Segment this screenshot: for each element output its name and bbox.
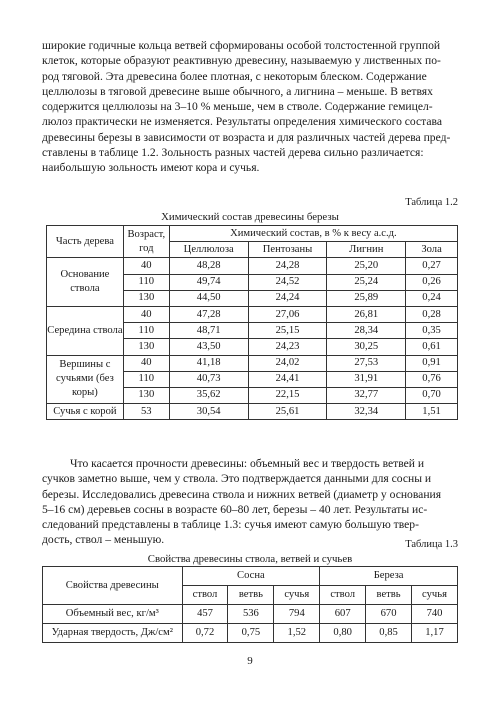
para-2-line: сучков заметно выше, чем у ствола. Это подтверждается данными для сосны и	[42, 472, 432, 486]
table-cell: 22,15	[248, 387, 327, 403]
table-cell: 0,28	[406, 306, 458, 322]
header-pine-knots: сучья	[274, 586, 320, 605]
table-cell: 0,27	[406, 258, 458, 274]
header-property: Свойства древесины	[43, 567, 183, 605]
table-cell: 0,61	[406, 339, 458, 355]
para-1-line: содержится целлюлозы на 3–10 % меньше, чем в стволе. Содержание гемицел-	[42, 100, 433, 114]
header-lignin: Лигнин	[327, 242, 406, 258]
table-cell: 32,34	[327, 404, 406, 420]
table-cell: 25,61	[248, 404, 327, 420]
header-birch-branch: ветвь	[366, 586, 412, 605]
table-cell: 1,51	[406, 404, 458, 420]
table-cell: 35,62	[169, 387, 248, 403]
header-age: Возраст, год	[123, 226, 169, 258]
table-cell: 40	[123, 306, 169, 322]
table-cell: 536	[228, 605, 274, 624]
table-cell: 24,41	[248, 371, 327, 387]
para-2-line: следований представлены в таблице 1.3: сучья имеют самую большую твер-	[42, 518, 419, 532]
header-chem: Химический состав, в % к весу а.с.д.	[169, 226, 457, 242]
header-ash: Зола	[406, 242, 458, 258]
table-cell: 130	[123, 290, 169, 306]
table-cell: 0,35	[406, 323, 458, 339]
table-cell: 794	[274, 605, 320, 624]
header-birch: Береза	[320, 567, 458, 586]
table-1-3-label: Таблица 1.3	[405, 539, 458, 550]
table-cell: 40	[123, 258, 169, 274]
paragraph-intro	[42, 38, 456, 176]
table-cell: 0,85	[366, 624, 412, 643]
table-cell: 607	[320, 605, 366, 624]
table-cell: 48,28	[169, 258, 248, 274]
table-cell: 130	[123, 339, 169, 355]
table-cell: 24,24	[248, 290, 327, 306]
property-name-cell: Ударная твердость, Дж/см²	[43, 624, 183, 643]
table-cell: 24,52	[248, 274, 327, 290]
table-cell: 457	[182, 605, 228, 624]
table-cell: 670	[366, 605, 412, 624]
table-row	[47, 355, 458, 371]
table-cell: 24,28	[248, 258, 327, 274]
table-cell: 27,53	[327, 355, 406, 371]
header-part: Часть дерева	[47, 226, 124, 258]
header-pine: Сосна	[182, 567, 320, 586]
header-birch-trunk: ствол	[320, 586, 366, 605]
table-1-2-caption: Химический состав древесины березы	[161, 211, 339, 223]
table-row	[47, 258, 458, 274]
header-birch-knots: сучья	[412, 586, 458, 605]
table-cell: 0,75	[228, 624, 274, 643]
para-1-line: род тяговой. Эта древесина более плотная, с некоторым блеском. Содержание	[42, 69, 427, 83]
table-cell: 130	[123, 387, 169, 403]
header-pine-trunk: ствол	[182, 586, 228, 605]
table-cell: 0,70	[406, 387, 458, 403]
table-cell: 0,76	[406, 371, 458, 387]
table-cell: 740	[412, 605, 458, 624]
table-cell: 43,50	[169, 339, 248, 355]
para-1-line: клеток, которые образуют реактивную древесину, называемую у лиственных по-	[42, 54, 441, 68]
table-row	[43, 605, 458, 624]
para-1-line: широкие годичные кольца ветвей сформированы особой толстостенной группой	[42, 39, 441, 52]
table-row	[47, 404, 458, 420]
table-cell: 25,89	[327, 290, 406, 306]
table-1-2-label: Таблица 1.2	[405, 197, 458, 208]
table-cell: 30,25	[327, 339, 406, 355]
para-1-line: древесины березы в зависимости от возраста и для различных частей дерева пред-	[42, 130, 451, 144]
para-2-line: 5–16 см) деревьев сосны в возрасте 60–80 лет, березы – 40 лет. Результаты ис-	[42, 502, 428, 516]
table-row	[47, 306, 458, 322]
table-cell: 53	[123, 404, 169, 420]
table-cell: 30,54	[169, 404, 248, 420]
header-pine-branch: ветвь	[228, 586, 274, 605]
table-row	[43, 624, 458, 643]
table-cell: 26,81	[327, 306, 406, 322]
table-cell: 25,24	[327, 274, 406, 290]
para-1-line: ставлены в таблице 1.2. Зольность разных частей дерева сильно различается:	[42, 146, 424, 160]
tree-part-cell: Сучья с корой	[47, 404, 124, 420]
table-cell: 0,80	[320, 624, 366, 643]
table-cell: 40,73	[169, 371, 248, 387]
para-1-line: наибольшую зольность имеют кора и сучья.	[42, 161, 260, 175]
table-cell: 24,02	[248, 355, 327, 371]
table-cell: 110	[123, 274, 169, 290]
table-cell: 1,52	[274, 624, 320, 643]
table-cell: 40	[123, 355, 169, 371]
tree-part-cell: Середина ствола	[47, 306, 124, 355]
table-cell: 24,23	[248, 339, 327, 355]
header-cellulose: Целлюлоза	[169, 242, 248, 258]
property-name-cell: Объемный вес, кг/м³	[43, 605, 183, 624]
table-cell: 31,91	[327, 371, 406, 387]
table-cell: 110	[123, 371, 169, 387]
wood-properties-table	[42, 566, 458, 643]
table-cell: 0,24	[406, 290, 458, 306]
table-cell: 41,18	[169, 355, 248, 371]
table-cell: 47,28	[169, 306, 248, 322]
table-cell: 28,34	[327, 323, 406, 339]
header-pentosans: Пентозаны	[248, 242, 327, 258]
table-cell: 49,74	[169, 274, 248, 290]
table-cell: 48,71	[169, 323, 248, 339]
para-2-line: березы. Исследовались древесина ствола и нижних ветвей (диаметр у основания	[42, 487, 442, 501]
page-number: 9	[247, 655, 253, 667]
tree-part-cell: Вершины с сучьями (без коры)	[47, 355, 124, 404]
table-cell: 0,72	[182, 624, 228, 643]
table-cell: 25,15	[248, 323, 327, 339]
tree-part-cell: Основание ствола	[47, 258, 124, 307]
table-cell: 44,50	[169, 290, 248, 306]
chemical-composition-table	[46, 225, 458, 420]
table-cell: 0,91	[406, 355, 458, 371]
table-cell: 110	[123, 323, 169, 339]
table-cell: 32,77	[327, 387, 406, 403]
para-2-line: Что касается прочности древесины: объемный вес и твердость ветвей и	[70, 457, 425, 470]
paragraph-strength	[42, 456, 456, 548]
para-1-line: люлоз практически не изменяется. Результаты определения химического состава	[42, 115, 442, 129]
table-cell: 0,26	[406, 274, 458, 290]
para-2-line: дость, ствол – меньшую.	[42, 533, 165, 547]
para-1-line: целлюлозы в тяговой древесине выше обычного, а лигнина – меньше. В ветвях	[42, 84, 433, 98]
table-cell: 27,06	[248, 306, 327, 322]
table-cell: 1,17	[412, 624, 458, 643]
table-1-3-caption: Свойства древесины ствола, ветвей и сучьев	[147, 553, 353, 565]
table-cell: 25,20	[327, 258, 406, 274]
